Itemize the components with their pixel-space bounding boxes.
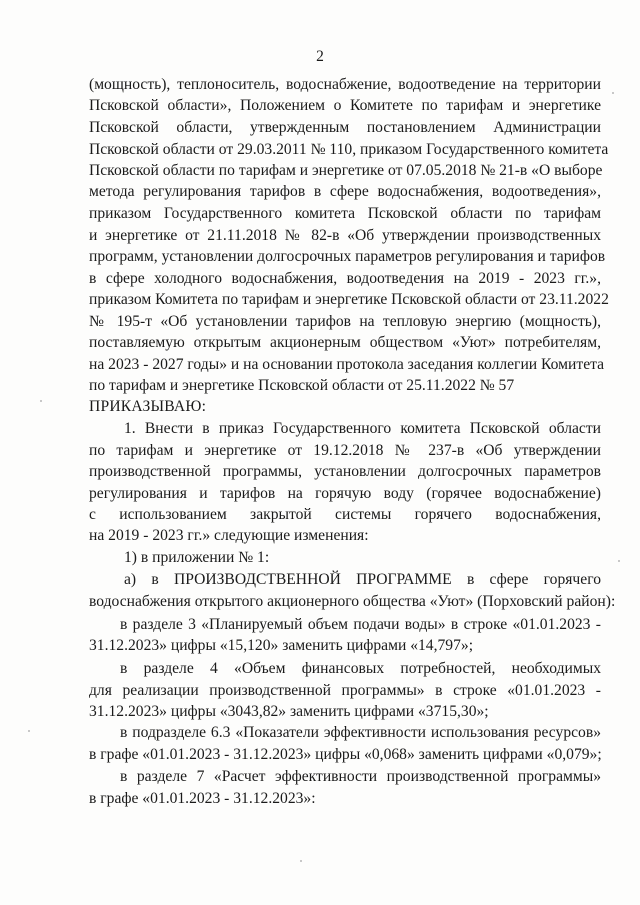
text-line-25: водоснабжения открытого акционерного общества «Уют» (Порховский район): xyxy=(89,593,616,610)
text-line-6: метода регулирования тарифов в сфере водоснабжения, водоотведения», xyxy=(89,183,601,200)
text-line-21: с использованием закрытой системы горячего водоснабжения, xyxy=(89,506,601,523)
text-line-19: производственной программы, установлении долгосрочных параметров xyxy=(89,463,601,480)
text-line-23: 1) в приложении № 1: xyxy=(124,549,270,566)
text-line-32: в графе «01.01.2023 - 31.12.2023» цифры «0,068» заменить цифрами «0,079»; xyxy=(89,746,602,763)
text-line-24: а) в ПРОИЗВОДСТВЕННОЙ ПРОГРАММЕ в сфере горячего xyxy=(124,571,601,588)
text-line-10: в сфере холодного водоснабжения, водоотведения на 2019 - 2023 гг.», xyxy=(89,270,601,287)
text-line-18: по тарифам и энергетике от 19.12.2018 № 237-в «Об утверждении xyxy=(89,442,601,459)
text-line-7: приказом Государственного комитета Псковской области по тарифам xyxy=(89,205,601,222)
text-line-33: в разделе 7 «Расчет эффективности производственной программы» xyxy=(120,768,601,785)
text-line-15: по тарифам и энергетике Псковской области от 25.11.2022 № 57 xyxy=(89,377,515,394)
text-line-5: Псковской области по тарифам и энергетике от 07.05.2018 № 21-в «О выборе xyxy=(89,162,603,179)
text-line-9: программ, установлении долгосрочных параметров регулирования и тарифов xyxy=(89,248,606,265)
text-line-4: Псковской области от 29.03.2011 № 110, приказом Государственного комитета xyxy=(89,141,609,158)
text-line-34: в графе «01.01.2023 - 31.12.2023»: xyxy=(89,790,316,807)
text-line-8: и энергетике от 21.11.2018 № 82-в «Об утверждении производственных xyxy=(89,227,601,244)
scan-speck xyxy=(612,92,614,94)
text-line-31: в подразделе 6.3 «Показатели эффективности использования ресурсов» xyxy=(120,724,601,741)
text-line-27: 31.12.2023» цифры «15,120» заменить цифрами «14,797»; xyxy=(89,637,474,654)
page-number: 2 xyxy=(316,48,324,65)
scan-speck xyxy=(300,860,302,862)
text-line-14: на 2023 - 2027 годы» и на основании протокола заседания коллегии Комитета xyxy=(89,356,605,373)
scan-speck xyxy=(28,730,30,732)
text-line-29: для реализации производственной программы» в строке «01.01.2023 - xyxy=(89,682,601,699)
text-line-2: Псковской области», Положением о Комитете по тарифам и энергетике xyxy=(89,97,601,114)
text-line-26: в разделе 3 «Планируемый объем подачи воды» в строке «01.01.2023 - xyxy=(120,616,601,633)
text-line-28: в разделе 4 «Объем финансовых потребностей, необходимых xyxy=(120,660,601,677)
text-line-12: № 195-т «Об установлении тарифов на тепловую энергию (мощность), xyxy=(89,313,601,330)
text-line-1: (мощность), теплоноситель, водоснабжение, водоотведение на территории xyxy=(89,76,601,93)
text-line-22: на 2019 - 2023 гг.» следующие изменения: xyxy=(89,527,369,544)
text-line-3: Псковской области, утвержденным постановлением Администрации xyxy=(89,119,601,136)
text-line-11: приказом Комитета по тарифам и энергетике Псковской области от 23.11.2022 xyxy=(89,291,609,308)
scan-speck xyxy=(618,560,620,562)
text-line-13: поставляемую открытым акционерным обществом «Уют» потребителям, xyxy=(89,334,601,351)
text-line-30: 31.12.2023» цифры «3043,82» заменить цифрами «3715,30»; xyxy=(89,703,489,720)
order-keyword: ПРИКАЗЫВАЮ: xyxy=(89,398,207,415)
scan-speck xyxy=(40,400,42,402)
text-line-17: 1. Внести в приказ Государственного комитета Псковской области xyxy=(124,420,601,437)
text-line-20: регулирования и тарифов на горячую воду (горячее водоснабжение) xyxy=(89,485,601,502)
